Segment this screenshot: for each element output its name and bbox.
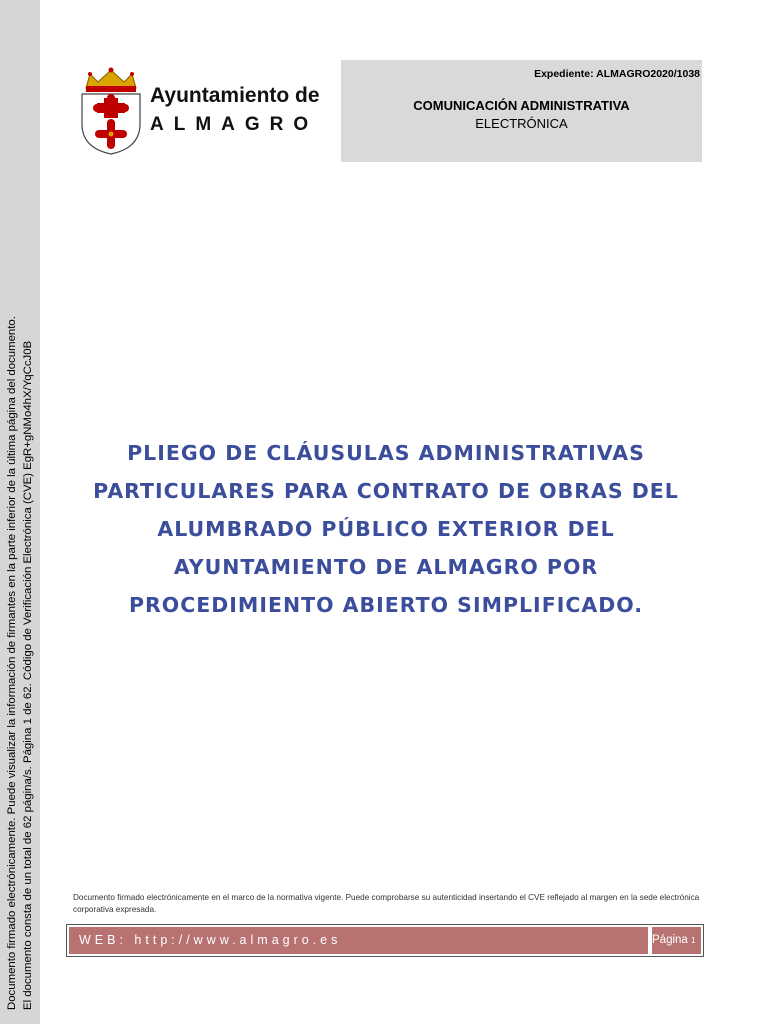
logo-line-almagro: ALMAGRO <box>150 114 319 135</box>
ayuntamiento-logo <box>76 66 320 162</box>
website-link[interactable]: WEB: http://www.almagro.es <box>69 927 648 954</box>
document-title-line: ALUMBRADO PÚBLICO EXTERIOR DEL <box>157 517 615 541</box>
communication-subtitle: ELECTRÓNICA <box>475 116 568 131</box>
document-title-line: PROCEDIMIENTO ABIERTO SIMPLIFICADO. <box>128 593 644 617</box>
side-notice-line1: Documento firmado electrónicamente. Puede visualizar la información de firmantes en la parte inferior de la última página del documento. <box>6 316 18 1010</box>
footer-bar <box>66 924 704 957</box>
page-number: 1 <box>691 936 696 945</box>
page-label: Página <box>652 934 688 946</box>
side-notice-line2: El documento consta de un total de 62 página/s. Página 1 de 62. Código de Verificación Electrónica (CVE) EgR+gNMo4hX/YqCcJ0B <box>22 340 34 1010</box>
document-title-line: PLIEGO DE CLÁUSULAS ADMINISTRATIVAS <box>127 441 645 465</box>
footer-signature-notice: Documento firmado electrónicamente en el marco de la normativa vigente. Puede comprobarse su autenticidad insertando el CVE reflejado al margen en la sede electrónica corporativa expresada. <box>73 893 700 914</box>
page-indicator <box>652 927 701 954</box>
header-box <box>341 60 702 162</box>
document-title-line: AYUNTAMIENTO DE ALMAGRO POR <box>173 555 599 579</box>
logo-line-ayuntamiento: Ayuntamiento de <box>150 84 320 107</box>
communication-title: COMUNICACIÓN ADMINISTRATIVA <box>413 98 630 113</box>
side-signature-strip <box>0 0 40 1024</box>
document-title-line: PARTICULARES PARA CONTRATO DE OBRAS DEL <box>93 479 679 503</box>
coat-of-arms-icon <box>76 66 146 158</box>
document-title <box>60 434 712 624</box>
side-signature-text <box>0 0 40 1024</box>
expediente-number: Expediente: ALMAGRO2020/1038 <box>534 68 700 80</box>
